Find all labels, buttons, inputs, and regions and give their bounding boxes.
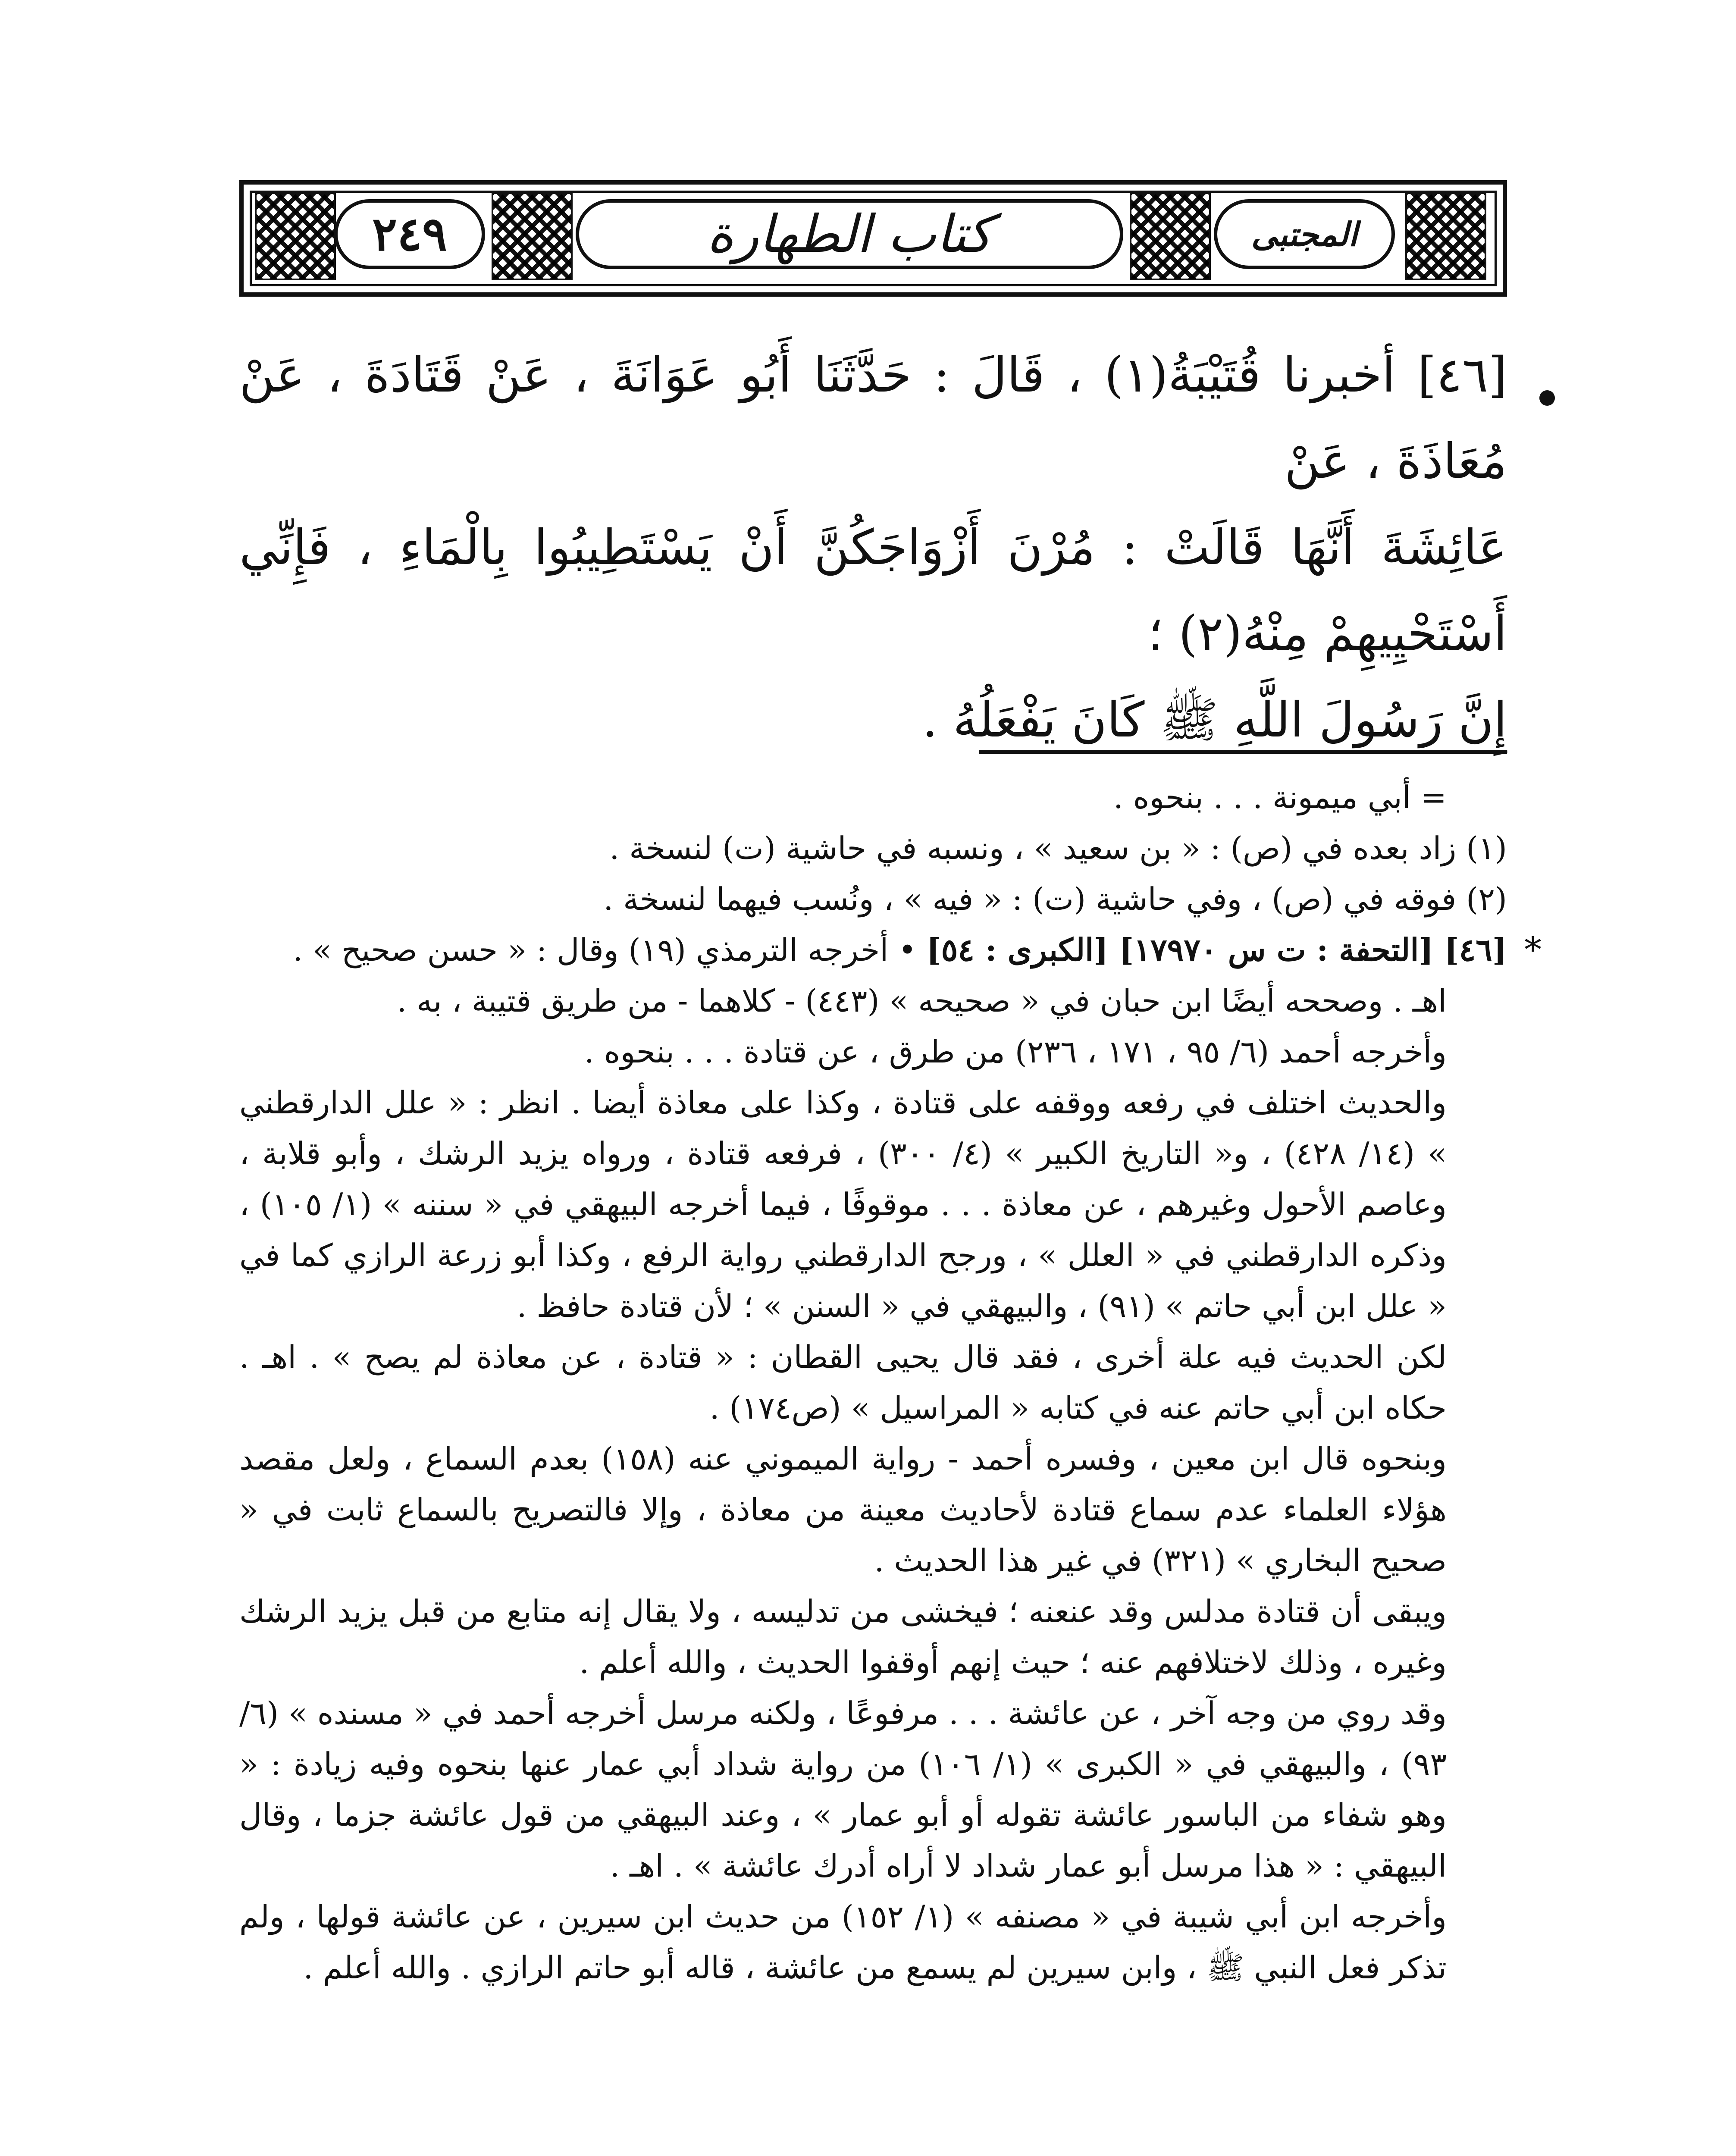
left-ornament-icon [255, 192, 336, 280]
paragraph-6: وأخرجه ابن أبي شيبة في « مصنفه » (١/ ١٥٢) من حديث ابن سيرين ، عن عائشة قولها ، ولم تذكر فعل النبي ﷺ ، وابن سيرين لم يسمع من عائشة ، قاله أبو حاتم الرازي . والله أعلم . [239, 1899, 1447, 1986]
takhrij-line-1: • أخرجه الترمذي (١٩) وقال : « حسن صحيح » . [293, 932, 917, 968]
left-inner-ornament-icon [492, 192, 573, 280]
takhrij-line-2: اهـ . وصححه أيضًا ابن حبان في « صحيحه » (٤٤٣) - كلاهما - من طريق قتيبة ، به . [397, 983, 1447, 1019]
title-cartouche [576, 199, 1123, 269]
hadith-line-2: عَائِشَةَ أَنَّهَا قَالَتْ : مُرْنَ أَزْوَاجَكُنَّ أَنْ يَسْتَطِيبُوا بِالْمَاءِ ، فَإِنِّي أَسْتَحْيِيهِمْ مِنْهُ(٢) ؛ [239, 520, 1507, 662]
hadith-bullet-icon [1539, 390, 1555, 406]
paragraph-3: وبنحوه قال ابن معين ، وفسره أحمد - رواية الميموني عنه (١٥٨) بعدم السماع ، ولعل مقصد هؤلاء العلماء عدم سماع قتادة لأحاديث معينة من معاذة ، وإلا فالتصريح بالسماع ثابت في « صحيح البخاري » (٣٢١) في غير هذا الحديث . [239, 1441, 1447, 1579]
star-marker: * [1524, 930, 1542, 970]
hadith-text [239, 332, 1507, 763]
book-logo-cartouche [1214, 199, 1395, 269]
paragraph-1: والحديث اختلف في رفعه ووقفه على قتادة ، وكذا على معاذة أيضا . انظر : « علل الدارقطني » (١٤/ ٤٢٨) ، و« التاريخ الكبير » (٤/ ٣٠٠) ، فرفعه قتادة ، ورواه يزيد الرشك ، وأبو قلابة ، وعاصم الأحول وغيرهم ، عن معاذة . . . موقوفًا ، فيما أخرجه البيهقي في « سننه » (١/ ١٠٥) ، وذكره الدارقطني في « العلل » ، ورجح الدارقطني رواية الرفع ، وكذا أبو زرعة الرازي كما في « علل ابن أبي حاتم » (٩١) ، والبيهقي في « السنن » ؛ لأن قتادة حافظ . [239, 1084, 1447, 1324]
page-number-cartouche [334, 199, 485, 269]
right-inner-ornament-icon [1130, 192, 1211, 280]
footnote-continued: = أبي ميمونة . . . بنحوه . [1113, 779, 1447, 815]
paragraph-2: لكن الحديث فيه علة أخرى ، فقد قال يحيى القطان : « قتادة ، عن معاذة لم يصح » . اهـ . حكاه ابن أبي حاتم عنه في كتابه « المراسيل » (ص١٧٤) . [239, 1339, 1447, 1426]
takhrij-reference: [٤٦] [التحفة : ت س ١٧٩٧٠] [الكبرى : ٥٤] [926, 931, 1507, 968]
paragraph-4: ويبقى أن قتادة مدلس وقد عنعنه ؛ فيخشى من تدليسه ، ولا يقال إنه متابع من قبل يزيد الرشك وغيره ، وذلك لاختلافهم عنه ؛ حيث إنهم أوقفوا الحديث ، والله أعلم . [239, 1593, 1447, 1680]
book-logo: المجتبى [1251, 215, 1358, 254]
book-title: كتاب الطهارة [706, 204, 993, 264]
takhrij-line-3: وأخرجه أحمد (٦/ ٩٥ ، ١٧١ ، ٢٣٦) من طرق ، عن قتادة . . . بنحوه . [584, 1034, 1447, 1070]
page-header-frame [239, 180, 1507, 297]
footnote-2: (٢) فوقه في (ص) ، وفي حاشية (ت) : « فيه » ، ونُسب فيهما لنسخة . [603, 881, 1507, 917]
footnotes [239, 772, 1542, 1993]
footnote-separator [979, 750, 1507, 754]
hadith-line-1: [٤٦] أخبرنا قُتَيْبَةُ(١) ، قَالَ : حَدَّثَنَا أَبُو عَوَانَةَ ، عَنْ قَتَادَةَ ، عَنْ مُعَاذَةَ ، عَنْ [239, 347, 1507, 489]
footnote-1: (١) زاد بعده في (ص) : « بن سعيد » ، ونسبه في حاشية (ت) لنسخة . [609, 830, 1507, 866]
page-number: ٢٤٩ [372, 207, 448, 261]
takhrij-header-line [239, 924, 1542, 975]
paragraph-5: وقد روي من وجه آخر ، عن عائشة . . . مرفوعًا ، ولكنه مرسل أخرجه أحمد في « مسنده » (٦/ ٩٣) ، والبيهقي في « الكبرى » (١/ ١٠٦) من رواية شداد أبي عمار عنها بنحوه وفيه زيادة : « وهو شفاء من الباسور عائشة تقوله أو أبو عمار » ، وعند البيهقي من قول عائشة جزما ، وقال البيهقي : « هذا مرسل أبو عمار شداد لا أراه أدرك عائشة » . اهـ . [239, 1695, 1447, 1884]
hadith-line-3: إِنَّ رَسُولَ اللَّهِ ﷺ كَانَ يَفْعَلُهُ . [922, 692, 1507, 748]
right-ornament-icon [1405, 192, 1486, 280]
